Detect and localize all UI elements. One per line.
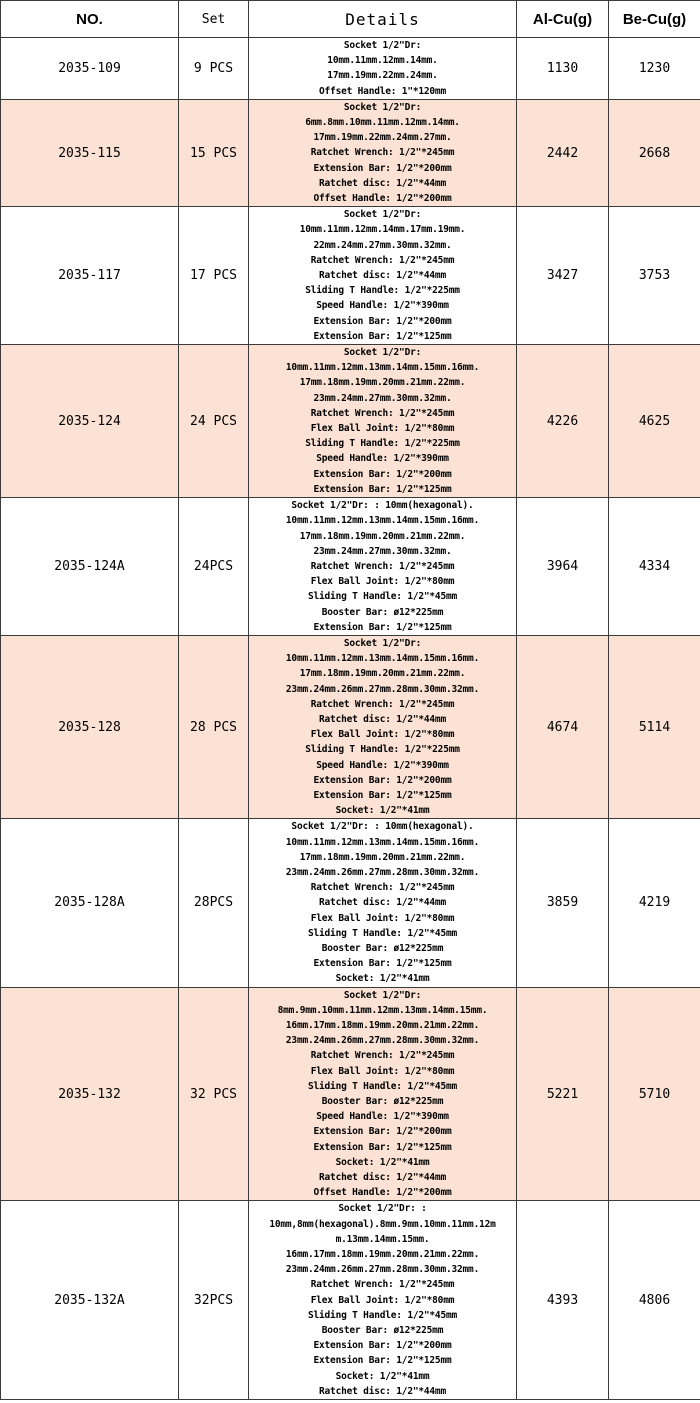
detail-line: Extension Bar: 1/2"*200mm — [313, 162, 452, 174]
detail-line: 23mm.24mm.26mm.27mm.28mm.30mm.32mm. — [285, 866, 480, 878]
detail-line: Sliding T Handle: 1/2"*225mm — [305, 744, 460, 756]
set-count: 32PCS — [179, 1201, 249, 1400]
detail-line: Socket 1/2"Dr: — [343, 101, 422, 113]
details-cell — [249, 345, 517, 498]
detail-line: 10mm.11mm.12mm.13mm.14mm.15mm.16mm. — [285, 653, 480, 665]
detail-line: Flex Ball Joint: 1/2"*80mm — [310, 912, 455, 924]
detail-line: Offset Handle: 1/2"*200mm — [313, 193, 452, 205]
detail-line: 17mm.18mm.19mm.20mm.21mm.22mm. — [299, 377, 466, 389]
detail-line: Booster Bar: ø12*225mm — [321, 942, 444, 954]
detail-line: 6mm.8mm.10mm.11mm.12mm.14mm. — [305, 117, 460, 129]
be-cu-weight: 4806 — [609, 1201, 700, 1400]
detail-line: Sliding T Handle: 1/2"*225mm — [305, 285, 460, 297]
detail-line: Socket: 1/2"*41mm — [335, 973, 430, 985]
header-al-cu: Al-Cu(g) — [517, 1, 609, 38]
detail-line: Offset Handle: 1/2"*200mm — [313, 1187, 452, 1199]
detail-line: Speed Handle: 1/2"*390mm — [316, 1111, 449, 1123]
details-cell — [249, 1201, 517, 1400]
detail-line: Speed Handle: 1/2"*390mm — [316, 453, 449, 465]
al-cu-weight: 3859 — [517, 819, 609, 987]
table-row — [1, 987, 700, 1201]
detail-line: Socket 1/2"Dr: — [343, 347, 422, 359]
detail-line: Extension Bar: 1/2"*125mm — [313, 330, 452, 342]
detail-line: 10mm,8mm(hexagonal).8mm.9mm.10mm.11mm.12m — [269, 1218, 496, 1230]
detail-line: 10mm.11mm.12mm.13mm.14mm.15mm.16mm. — [285, 836, 480, 848]
detail-line: 17mm.18mm.19mm.20mm.21mm.22mm. — [299, 851, 466, 863]
detail-line: Socket 1/2"Dr: — [343, 40, 422, 51]
detail-line: Ratchet Wrench: 1/2"*245mm — [310, 254, 455, 266]
detail-line: Sliding T Handle: 1/2"*45mm — [307, 1080, 458, 1092]
al-cu-weight: 3427 — [517, 207, 609, 345]
table-row — [1, 819, 700, 987]
detail-line: Speed Handle: 1/2"*390mm — [316, 759, 449, 771]
al-cu-weight: 2442 — [517, 99, 609, 206]
be-cu-weight: 4334 — [609, 498, 700, 636]
detail-line: 8mm.9mm.10mm.11mm.12mm.13mm.14mm.15mm. — [277, 1004, 488, 1016]
detail-line: Extension Bar: 1/2"*125mm — [313, 621, 452, 633]
be-cu-weight: 3753 — [609, 207, 700, 345]
table-row — [1, 207, 700, 345]
model-number: 2035-115 — [1, 99, 179, 206]
detail-line: 23mm.24mm.26mm.27mm.28mm.30mm.32mm. — [285, 683, 480, 695]
details-cell — [249, 987, 517, 1201]
detail-line: Socket 1/2"Dr: : 10mm(hexagonal). — [291, 821, 474, 833]
model-number: 2035-109 — [1, 38, 179, 100]
details-cell — [249, 207, 517, 345]
detail-line: 23mm.24mm.26mm.27mm.28mm.30mm.32mm. — [285, 1264, 480, 1276]
set-count: 32 PCS — [179, 987, 249, 1201]
al-cu-weight: 4393 — [517, 1201, 609, 1400]
detail-line: 23mm.24mm.27mm.30mm.32mm. — [313, 545, 452, 557]
model-number: 2035-124A — [1, 498, 179, 636]
table-row — [1, 345, 700, 498]
detail-line: Extension Bar: 1/2"*200mm — [313, 315, 452, 327]
be-cu-weight: 4219 — [609, 819, 700, 987]
detail-line: Flex Ball Joint: 1/2"*80mm — [310, 423, 455, 435]
header-set: Set — [179, 1, 249, 38]
detail-line: Ratchet disc: 1/2"*44mm — [319, 713, 446, 725]
al-cu-weight: 5221 — [517, 987, 609, 1201]
detail-line: Socket: 1/2"*41mm — [335, 805, 430, 817]
header-details: Details — [249, 1, 517, 38]
detail-line: Ratchet Wrench: 1/2"*245mm — [310, 1050, 455, 1062]
al-cu-weight: 1130 — [517, 38, 609, 100]
set-count: 17 PCS — [179, 207, 249, 345]
detail-line: Socket 1/2"Dr: — [343, 989, 422, 1001]
detail-line: Sliding T Handle: 1/2"*225mm — [305, 438, 460, 450]
set-count: 28 PCS — [179, 635, 249, 818]
detail-line: Sliding T Handle: 1/2"*45mm — [307, 927, 458, 939]
detail-line: Ratchet disc: 1/2"*44mm — [319, 177, 446, 189]
detail-line: Socket 1/2"Dr: : 10mm(hexagonal). — [291, 500, 474, 512]
detail-line: Flex Ball Joint: 1/2"*80mm — [310, 576, 455, 588]
table-row — [1, 1201, 700, 1400]
detail-line: 23mm.24mm.26mm.27mm.28mm.30mm.32mm. — [285, 1035, 480, 1047]
set-count: 24PCS — [179, 498, 249, 636]
detail-line: Booster Bar: ø12*225mm — [321, 606, 444, 618]
al-cu-weight: 4226 — [517, 345, 609, 498]
details-cell — [249, 99, 517, 206]
detail-line: Extension Bar: 1/2"*200mm — [313, 774, 452, 786]
detail-line: Socket 1/2"Dr: — [343, 209, 422, 221]
detail-line: Ratchet Wrench: 1/2"*245mm — [310, 560, 455, 572]
table-row — [1, 498, 700, 636]
detail-line: 22mm.24mm.27mm.30mm.32mm. — [313, 239, 452, 251]
detail-line: Extension Bar: 1/2"*125mm — [313, 958, 452, 970]
details-cell — [249, 38, 517, 100]
detail-line: 10mm.11mm.12mm.14mm. — [327, 55, 438, 67]
detail-line: Sliding T Handle: 1/2"*45mm — [307, 1309, 458, 1321]
set-count: 9 PCS — [179, 38, 249, 100]
detail-line: 16mm.17mm.18mm.19mm.20mm.21mm.22mm. — [285, 1249, 480, 1261]
detail-line: 10mm.11mm.12mm.14mm.17mm.19mm. — [299, 224, 466, 236]
detail-line: Extension Bar: 1/2"*125mm — [313, 789, 452, 801]
detail-line: Ratchet Wrench: 1/2"*245mm — [310, 1279, 455, 1291]
details-cell — [249, 819, 517, 987]
set-count: 28PCS — [179, 819, 249, 987]
detail-line: m.13mm.14mm.15mm. — [335, 1233, 430, 1245]
detail-line: Extension Bar: 1/2"*125mm — [313, 1355, 452, 1367]
al-cu-weight: 4674 — [517, 635, 609, 818]
header-row — [1, 1, 700, 38]
table-row — [1, 38, 700, 100]
set-count: 15 PCS — [179, 99, 249, 206]
be-cu-weight: 2668 — [609, 99, 700, 206]
model-number: 2035-132A — [1, 1201, 179, 1400]
detail-line: Ratchet disc: 1/2"*44mm — [319, 1385, 446, 1397]
table-header — [1, 1, 700, 38]
detail-line: Ratchet Wrench: 1/2"*245mm — [310, 407, 455, 419]
detail-line: 16mm.17mm.18mm.19mm.20mm.21mm.22mm. — [285, 1020, 480, 1031]
header-no: NO. — [1, 1, 179, 38]
detail-line: 10mm.11mm.12mm.13mm.14mm.15mm.16mm. — [285, 362, 480, 374]
detail-line: 23mm.24mm.27mm.30mm.32mm. — [313, 392, 452, 404]
model-number: 2035-124 — [1, 345, 179, 498]
detail-line: Extension Bar: 1/2"*200mm — [313, 1340, 452, 1352]
detail-line: 17mm.18mm.19mm.20mm.21mm.22mm. — [299, 668, 466, 680]
detail-line: Extension Bar: 1/2"*125mm — [313, 1141, 452, 1153]
detail-line: Flex Ball Joint: 1/2"*80mm — [310, 1065, 455, 1077]
detail-line: Extension Bar: 1/2"*200mm — [313, 1126, 452, 1138]
detail-line: 17mm.18mm.19mm.20mm.21mm.22mm. — [299, 530, 466, 542]
detail-line: Sliding T Handle: 1/2"*45mm — [307, 591, 458, 603]
be-cu-weight: 5114 — [609, 635, 700, 818]
detail-line: Socket 1/2"Dr: — [343, 637, 422, 649]
table-body — [1, 38, 700, 1400]
detail-line: Extension Bar: 1/2"*200mm — [313, 468, 452, 480]
be-cu-weight: 1230 — [609, 38, 700, 100]
set-count: 24 PCS — [179, 345, 249, 498]
table-row — [1, 99, 700, 206]
detail-line: Socket 1/2"Dr: : — [338, 1203, 427, 1215]
model-number: 2035-132 — [1, 987, 179, 1201]
detail-line: Ratchet Wrench: 1/2"*245mm — [310, 698, 455, 710]
detail-line: Flex Ball Joint: 1/2"*80mm — [310, 729, 455, 741]
header-be-cu: Be-Cu(g) — [609, 1, 700, 38]
details-cell — [249, 498, 517, 636]
detail-line: Speed Handle: 1/2"*390mm — [316, 300, 449, 312]
detail-line: Offset Handle: 1"*120mm — [319, 85, 446, 97]
be-cu-weight: 5710 — [609, 987, 700, 1201]
detail-line: Ratchet Wrench: 1/2"*245mm — [310, 882, 455, 894]
detail-line: Ratchet disc: 1/2"*44mm — [319, 1172, 446, 1184]
model-number: 2035-128A — [1, 819, 179, 987]
detail-line: Socket: 1/2"*41mm — [335, 1156, 430, 1168]
detail-line: Socket: 1/2"*41mm — [335, 1370, 430, 1382]
detail-line: 10mm.11mm.12mm.13mm.14mm.15mm.16mm. — [285, 515, 480, 527]
be-cu-weight: 4625 — [609, 345, 700, 498]
al-cu-weight: 3964 — [517, 498, 609, 636]
detail-line: Flex Ball Joint: 1/2"*80mm — [310, 1294, 455, 1306]
detail-line: Booster Bar: ø12*225mm — [321, 1325, 444, 1337]
model-number: 2035-128 — [1, 635, 179, 818]
model-number: 2035-117 — [1, 207, 179, 345]
details-cell — [249, 635, 517, 818]
detail-line: 17mm.19mm.22mm.24mm. — [327, 70, 438, 82]
table-row — [1, 635, 700, 818]
detail-line: 17mm.19mm.22mm.24mm.27mm. — [313, 132, 452, 144]
detail-line: Ratchet disc: 1/2"*44mm — [319, 270, 446, 282]
detail-line: Ratchet disc: 1/2"*44mm — [319, 897, 446, 909]
detail-line: Extension Bar: 1/2"*125mm — [313, 483, 452, 495]
detail-line: Ratchet Wrench: 1/2"*245mm — [310, 147, 455, 159]
detail-line: Booster Bar: ø12*225mm — [321, 1096, 444, 1108]
